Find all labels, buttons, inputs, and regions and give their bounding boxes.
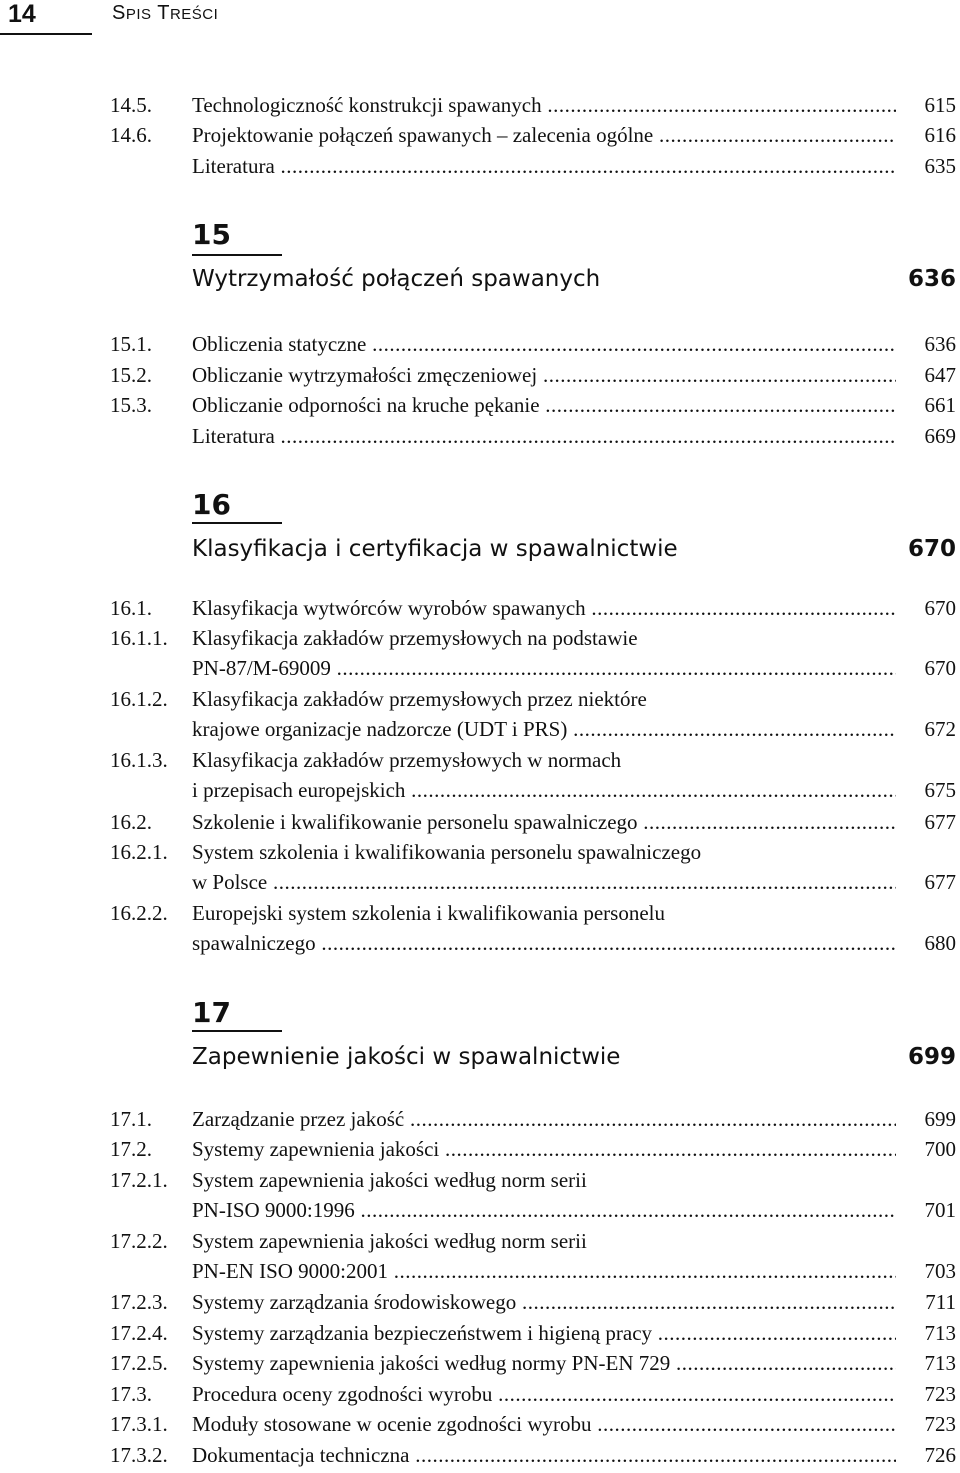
- entry-title: Technologiczność konstrukcji spawanych .....: [192, 90, 896, 120]
- entry-number: 16.2.2.: [110, 901, 168, 925]
- entry-title: Literatura .....: [192, 151, 896, 181]
- entry-page: 726: [924, 1443, 956, 1467]
- entry-number: 17.2.4.: [110, 1321, 168, 1345]
- chapter-rule: [192, 1030, 282, 1032]
- entry-number: 17.2.: [110, 1137, 152, 1161]
- toc-entry[interactable]: [110, 1226, 956, 1286]
- chapter-number: 15: [192, 218, 231, 251]
- entry-page: 677: [924, 810, 956, 834]
- entry-page: 680: [924, 931, 956, 955]
- entry-page: 669: [924, 424, 956, 448]
- header-rule: [0, 33, 92, 35]
- entry-number: 17.2.1.: [110, 1168, 168, 1192]
- entry-title: Obliczanie wytrzymałości zmęczeniowej .....: [192, 360, 896, 390]
- chapter-number: 16: [192, 488, 231, 521]
- entry-title-line: Klasyfikacja zakładów przemysłowych przez niektóre: [192, 687, 647, 711]
- entry-number: 16.2.1.: [110, 840, 168, 864]
- entry-number: 16.1.: [110, 596, 152, 620]
- entry-number: 14.6.: [110, 123, 152, 147]
- entry-title: Systemy zapewnienia jakości .....: [192, 1134, 896, 1164]
- entry-page: 636: [924, 332, 956, 356]
- entry-title: Systemy zapewnienia jakości według normy PN-EN 729 .....: [192, 1348, 896, 1378]
- entry-number: 16.1.1.: [110, 626, 168, 650]
- entry-number: 14.5.: [110, 93, 152, 117]
- entry-page: 677: [924, 870, 956, 894]
- entry-number: 17.3.: [110, 1382, 152, 1406]
- chapter-heading[interactable]: [192, 488, 956, 568]
- entry-title: Obliczanie odporności na kruche pękanie .....: [192, 390, 896, 420]
- chapter-title: Klasyfikacja i certyfikacja w spawalnictwie: [192, 536, 678, 562]
- entry-title: krajowe organizacje nadzorcze (UDT i PRS) .....: [192, 714, 896, 744]
- entry-number: 15.2.: [110, 363, 152, 387]
- entry-title: PN-87/M-69009 .....: [192, 653, 896, 683]
- entry-number: 17.1.: [110, 1107, 152, 1131]
- chapter-title: Wytrzymałość połączeń spawanych: [192, 266, 601, 292]
- entry-title: PN-EN ISO 9000:2001 .....: [192, 1256, 896, 1286]
- toc-entry[interactable]: [110, 623, 956, 683]
- toc-entry[interactable]: [110, 837, 956, 897]
- chapter-rule: [192, 522, 282, 524]
- entry-page: 670: [924, 596, 956, 620]
- entry-page: 700: [924, 1137, 956, 1161]
- entry-page: 713: [924, 1321, 956, 1345]
- entry-page: 703: [924, 1259, 956, 1283]
- entry-title: Obliczenia statyczne .....: [192, 329, 896, 359]
- entry-title-line: Klasyfikacja zakładów przemysłowych w normach: [192, 748, 622, 772]
- entry-page: 675: [924, 778, 956, 802]
- page-number: 14: [8, 0, 36, 28]
- entry-title: Klasyfikacja wytwórców wyrobów spawanych .....: [192, 593, 896, 623]
- entry-title: w Polsce .....: [192, 867, 896, 897]
- entry-title: Systemy zarządzania środowiskowego .....: [192, 1287, 896, 1317]
- chapter-page: 670: [907, 536, 956, 562]
- entry-page: 647: [924, 363, 956, 387]
- entry-number: 17.2.5.: [110, 1351, 168, 1375]
- entry-title: Systemy zarządzania bezpieczeństwem i higieną pracy .....: [192, 1318, 896, 1348]
- entry-title: PN-ISO 9000:1996 .....: [192, 1195, 896, 1225]
- entry-title-line: System zapewnienia jakości według norm serii: [192, 1168, 587, 1192]
- entry-title: Szkolenie i kwalifikowanie personelu spawalniczego .....: [192, 807, 896, 837]
- entry-number: 15.3.: [110, 393, 152, 417]
- toc-entry[interactable]: [110, 745, 956, 805]
- chapter-page: 699: [907, 1044, 956, 1070]
- entry-title-line: System zapewnienia jakości według norm serii: [192, 1229, 587, 1253]
- entry-number: 16.1.3.: [110, 748, 168, 772]
- chapter-heading[interactable]: [192, 218, 956, 298]
- entry-page: 672: [924, 717, 956, 741]
- entry-number: 17.3.2.: [110, 1443, 168, 1467]
- entry-number: 17.2.2.: [110, 1229, 168, 1253]
- chapter-page: 636: [907, 266, 956, 292]
- entry-page: 661: [924, 393, 956, 417]
- toc-entry[interactable]: [110, 684, 956, 744]
- toc-entry[interactable]: [110, 898, 956, 958]
- entry-title-line: Klasyfikacja zakładów przemysłowych na podstawie: [192, 626, 638, 650]
- entry-page: 713: [924, 1351, 956, 1375]
- entry-number: 16.1.2.: [110, 687, 168, 711]
- running-header: [0, 0, 960, 40]
- toc-entry[interactable]: [110, 1165, 956, 1225]
- chapter-rule: [192, 254, 282, 256]
- entry-number: 15.1.: [110, 332, 152, 356]
- entry-page: 723: [924, 1382, 956, 1406]
- entry-page: 723: [924, 1412, 956, 1436]
- entry-title: spawalniczego .....: [192, 928, 896, 958]
- entry-number: 17.2.3.: [110, 1290, 168, 1314]
- entry-page: 616: [924, 123, 956, 147]
- entry-page: 670: [924, 656, 956, 680]
- entry-title: Moduły stosowane w ocenie zgodności wyrobu .....: [192, 1409, 896, 1439]
- chapter-heading[interactable]: [192, 996, 956, 1076]
- entry-number: 17.3.1.: [110, 1412, 168, 1436]
- running-title: SPIS TREŚCI: [112, 2, 219, 24]
- chapter-number: 17: [192, 996, 231, 1029]
- entry-title: Procedura oceny zgodności wyrobu .....: [192, 1379, 896, 1409]
- entry-title: Projektowanie połączeń spawanych – zalecenia ogólne .....: [192, 120, 896, 150]
- entry-title-line: System szkolenia i kwalifikowania personelu spawalniczego: [192, 840, 702, 864]
- entry-page: 635: [924, 154, 956, 178]
- entry-title: Dokumentacja techniczna .....: [192, 1440, 896, 1470]
- entry-title: Zarządzanie przez jakość .....: [192, 1104, 896, 1134]
- entry-page: 701: [924, 1198, 956, 1222]
- entry-page: 615: [924, 93, 956, 117]
- entry-page: 711: [925, 1290, 956, 1314]
- chapter-title: Zapewnienie jakości w spawalnictwie: [192, 1044, 621, 1070]
- entry-page: 699: [924, 1107, 956, 1131]
- entry-number: 16.2.: [110, 810, 152, 834]
- entry-title: Literatura .....: [192, 421, 896, 451]
- entry-title-line: Europejski system szkolenia i kwalifikowania personelu: [192, 901, 665, 925]
- entry-title: i przepisach europejskich .....: [192, 775, 896, 805]
